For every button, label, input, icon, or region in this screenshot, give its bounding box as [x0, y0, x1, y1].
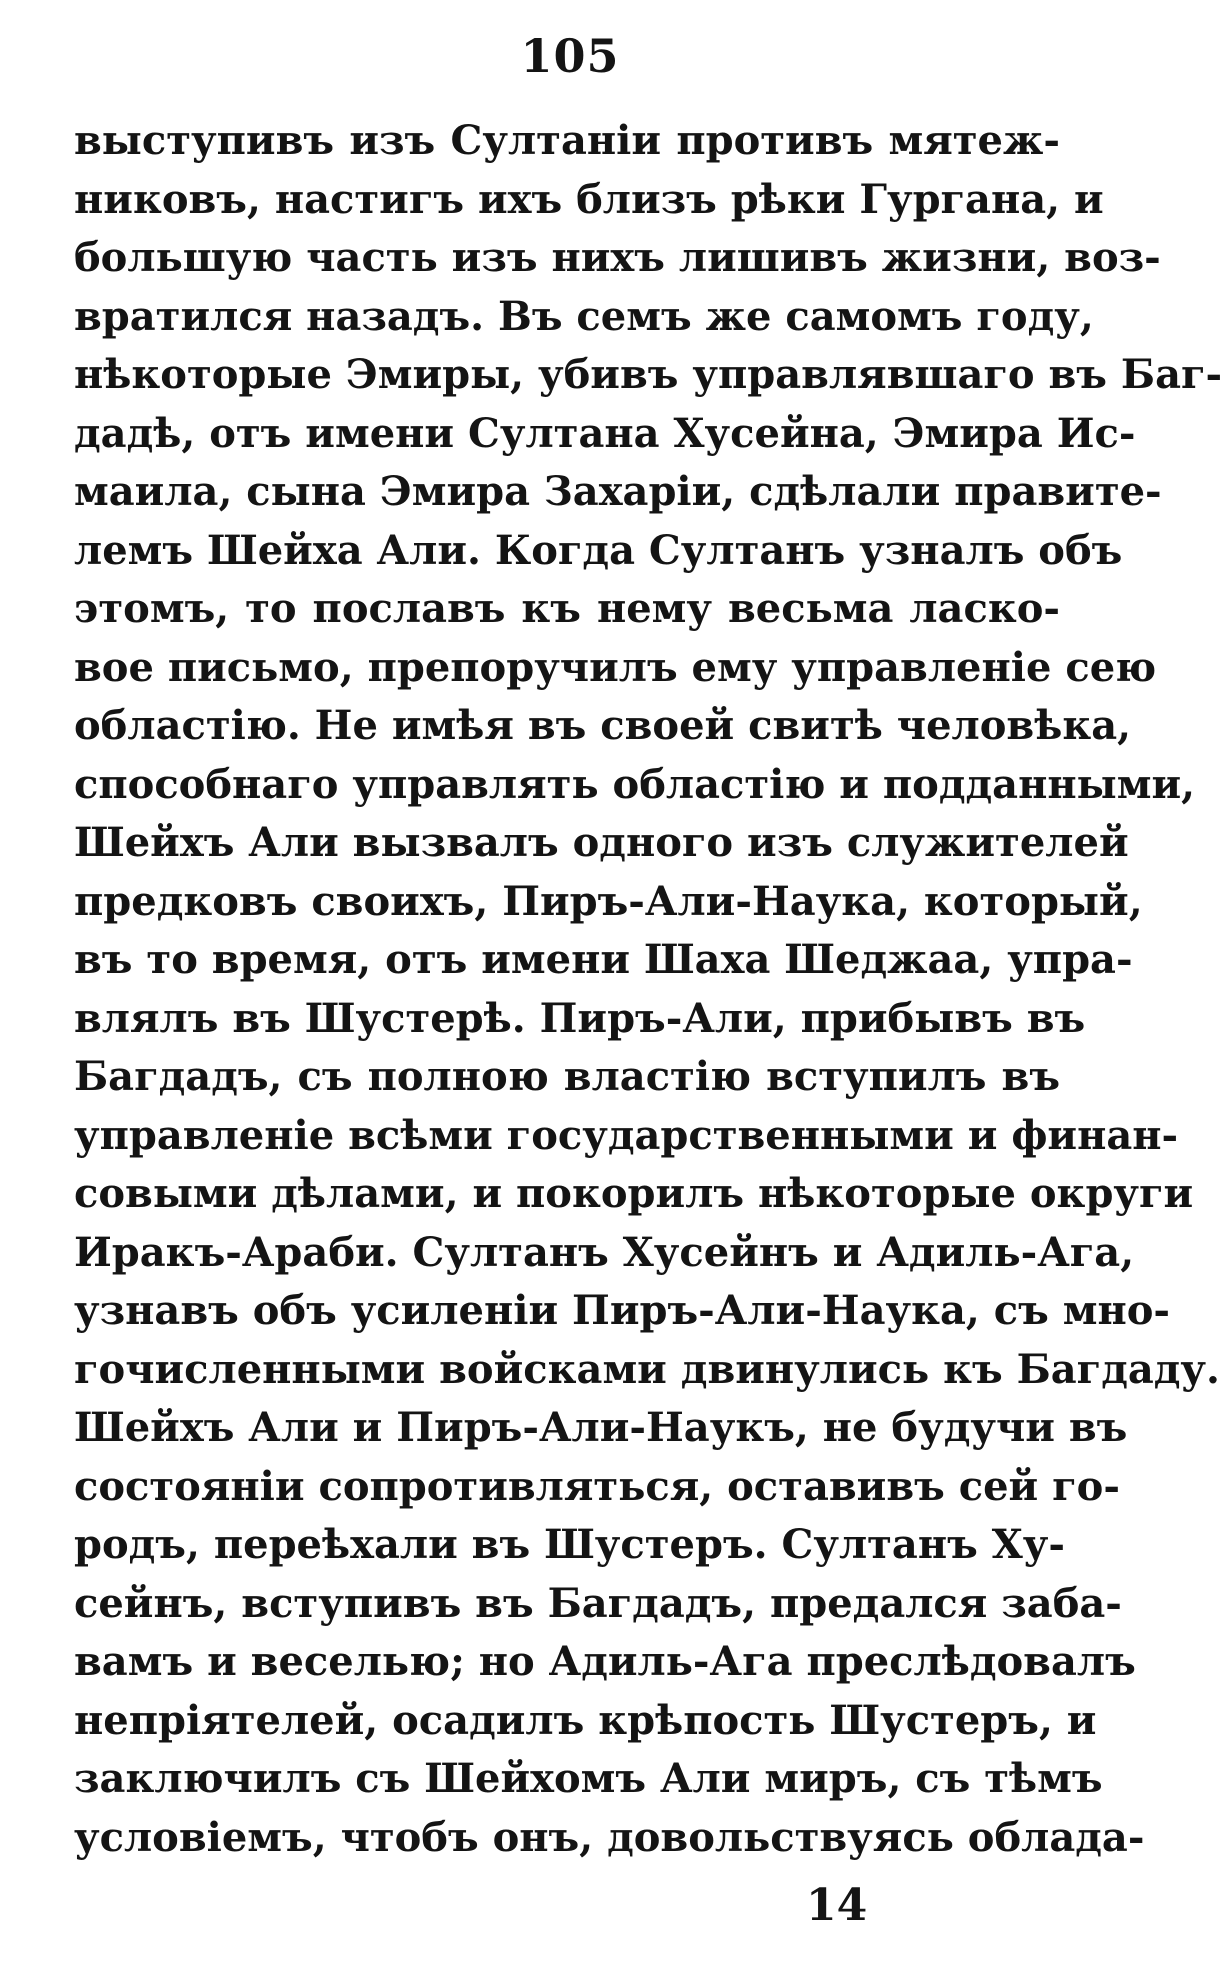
text-line: въ то время, отъ имени Шаха Шеджаа, упра- [74, 936, 1133, 983]
text-line: узнавъ объ усиленіи Пиръ-Али-Наука, съ мно- [74, 1287, 1171, 1334]
text-line: маила, сына Эмира Захаріи, сдѣлали правите- [74, 468, 1162, 515]
text-line: вратился назадъ. Въ семъ же самомъ году, [74, 292, 1094, 340]
text-line: управленіе всѣми государственными и финан- [74, 1111, 1179, 1159]
text-line: Шейхъ Али и Пиръ-Али-Наукъ, не будучи въ [74, 1404, 1128, 1451]
text-line: большую часть изъ нихъ лишивъ жизни, воз- [74, 234, 1161, 281]
text-line: областію. Не имѣя въ своей свитѣ человѣка, [74, 702, 1132, 749]
signature-mark: 14 [806, 1880, 868, 1931]
text-line: нѣкоторые Эмиры, убивъ управлявшаго въ Баг- [74, 351, 1222, 398]
text-line: непріятелей, осадилъ крѣпость Шустеръ, и [74, 1696, 1097, 1744]
text-line: этомъ, то пославъ къ нему весьма ласко- [74, 585, 1060, 632]
text-line: дадѣ, отъ имени Султана Хусейна, Эмира Ис- [74, 409, 1136, 457]
text-line: Иракъ-Араби. Султанъ Хусейнъ и Адиль-Ага, [74, 1228, 1135, 1276]
text-line: Шейхъ Али вызвалъ одного изъ служителей [74, 819, 1129, 866]
text-line: вамъ и веселью; но Адиль-Ага преслѣдовалъ [74, 1638, 1136, 1685]
text-line: выступивъ изъ Султаніи противъ мятеж- [74, 117, 1060, 164]
text-line: состояніи сопротивляться, оставивъ сей го- [74, 1462, 1120, 1510]
text-line: вое письмо, препоручилъ ему управленіе сею [74, 643, 1157, 691]
text-line: влялъ въ Шустерѣ. Пиръ-Али, прибывъ въ [74, 994, 1086, 1042]
text-line: заключилъ съ Шейхомъ Али миръ, съ тѣмъ [74, 1755, 1103, 1802]
text-line: способнаго управлять областію и подданными, [74, 760, 1196, 808]
text-line: родъ, переѣхали въ Шустеръ. Султанъ Ху- [74, 1521, 1065, 1568]
text-line: сейнъ, вступивъ въ Багдадъ, предался заба- [74, 1579, 1122, 1627]
text-line: условіемъ, чтобъ онъ, довольствуясь облада- [74, 1813, 1145, 1861]
text-line: гочисленными войсками двинулись къ Багдаду. [74, 1345, 1220, 1393]
body-text [74, 112, 1222, 1867]
text-line: Багдадъ, съ полною властію вступилъ въ [74, 1053, 1060, 1100]
page-number: 105 [520, 29, 620, 83]
text-line: никовъ, настигъ ихъ близъ рѣки Гургана, и [74, 175, 1104, 223]
text-line: совыми дѣлами, и покорилъ нѣкоторые округи [74, 1170, 1194, 1217]
text-line: лемъ Шейха Али. Когда Султанъ узналъ объ [74, 526, 1123, 574]
text-line: предковъ своихъ, Пиръ-Али-Наука, который, [74, 877, 1143, 925]
